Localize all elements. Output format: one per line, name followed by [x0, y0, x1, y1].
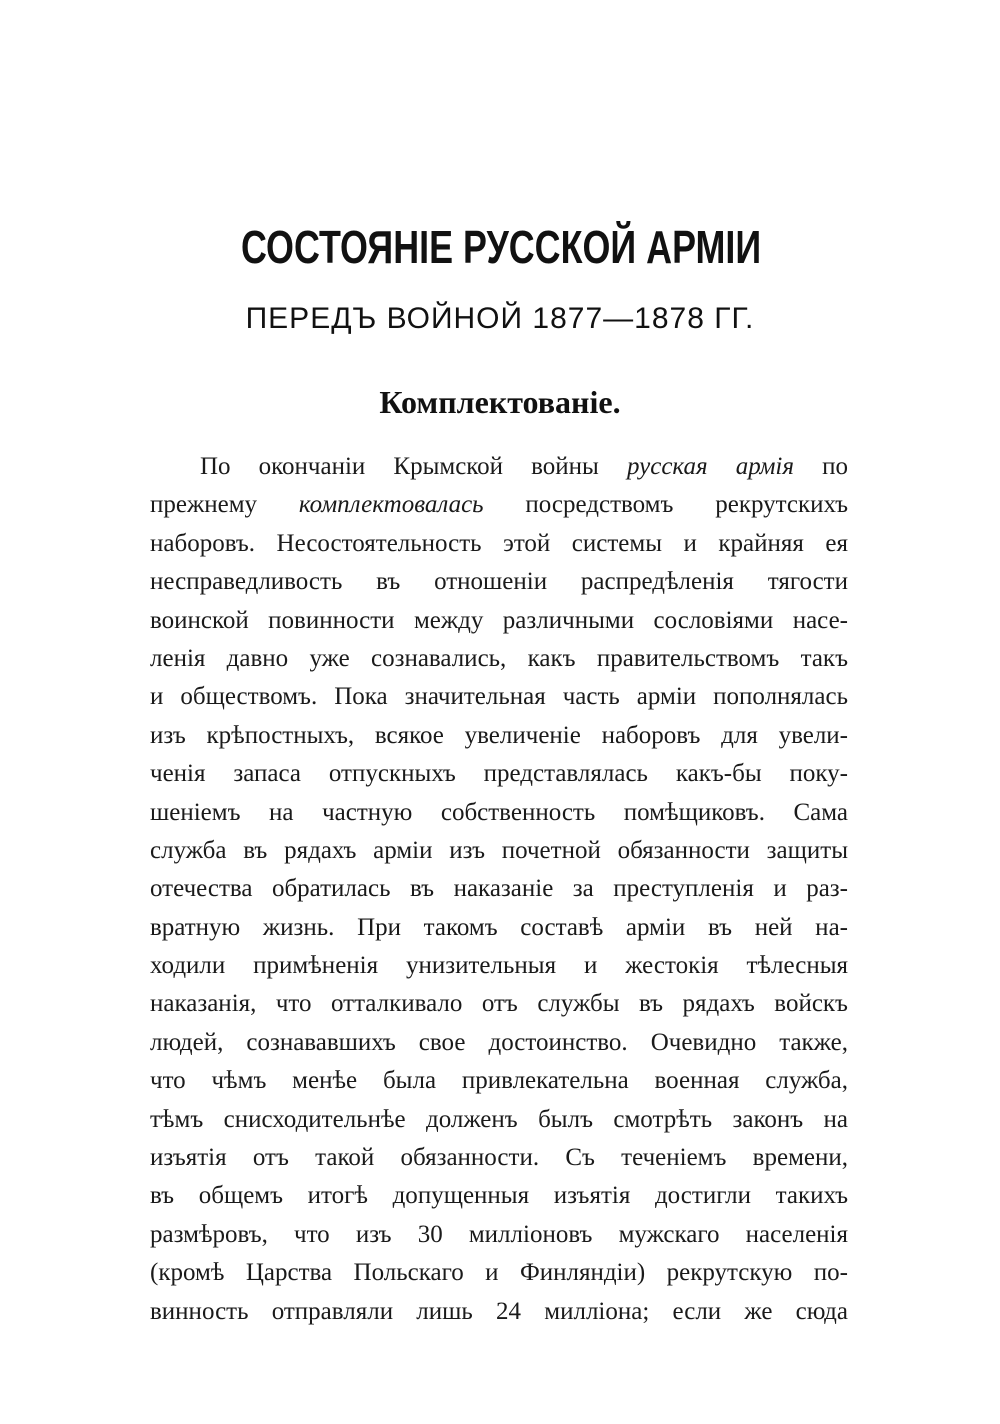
text-line: и обществомъ. Пока значительная часть арміи пополнялась — [150, 683, 848, 711]
text-line: ходили примѣненія унизительныя и жестокія тѣлесныя — [150, 952, 848, 980]
text-line: наказанія, что отталкивало отъ службы въ рядахъ войскъ — [150, 990, 848, 1018]
body-paragraph — [150, 448, 848, 1331]
text-line: винность отправляли лишь 24 милліона; если же сюда — [150, 1297, 848, 1325]
text-line: отечества обратилась въ наказаніе за преступленія и раз- — [150, 875, 848, 903]
text-line: ченія запаса отпускныхъ представлялась какъ-бы поку- — [150, 760, 848, 788]
text-line: изъятія отъ такой обязанности. Съ теченіемъ времени, — [150, 1144, 848, 1172]
text-line: въ общемъ итогѣ допущенныя изъятія достигли такихъ — [150, 1182, 848, 1210]
text-line: прежнему комплектовалась посредствомъ рекрутскихъ — [150, 491, 848, 519]
text-line: изъ крѣпостныхъ, всякое увеличеніе наборовъ для увели- — [150, 721, 848, 749]
page-subtitle: ПЕРЕДЪ ВОЙНОЙ 1877—1878 ГГ. — [245, 302, 755, 335]
text-line: служба въ рядахъ арміи изъ почетной обязанности защиты — [150, 836, 848, 864]
text-line: размѣровъ, что изъ 30 милліоновъ мужскаго населенія — [150, 1220, 848, 1248]
text-line: несправедливость въ отношеніи распредѣленія тягости — [150, 568, 848, 596]
text-line: вратную жизнь. При такомъ составѣ арміи въ ней на- — [150, 913, 848, 941]
section-heading: Комплектованіе. — [379, 384, 621, 420]
text-line: шеніемъ на частную собственность помѣщиковъ. Сама — [150, 798, 848, 826]
text-line: воинской повинности между различными сословіями насе- — [150, 606, 848, 634]
text-line: что чѣмъ менѣе была привлекательна военная служба, — [150, 1067, 848, 1095]
text-line: людей, сознававшихъ свое достоинство. Очевидно также, — [150, 1028, 848, 1056]
text-line: ленія давно уже сознавались, какъ правительствомъ такъ — [150, 644, 848, 672]
text-line: наборовъ. Несостоятельность этой системы и крайняя ея — [150, 529, 848, 557]
text-line: (кромѣ Царства Польскаго и Финляндіи) рекрутскую по- — [150, 1259, 848, 1287]
text-line: тѣмъ снисходительнѣе долженъ былъ смотрѣть законъ на — [150, 1105, 848, 1133]
page-title: СОСТОЯНІЕ РУССКОЙ АРМІИ — [241, 221, 762, 273]
text-line: По окончаніи Крымской войны русская армія по — [200, 453, 848, 480]
